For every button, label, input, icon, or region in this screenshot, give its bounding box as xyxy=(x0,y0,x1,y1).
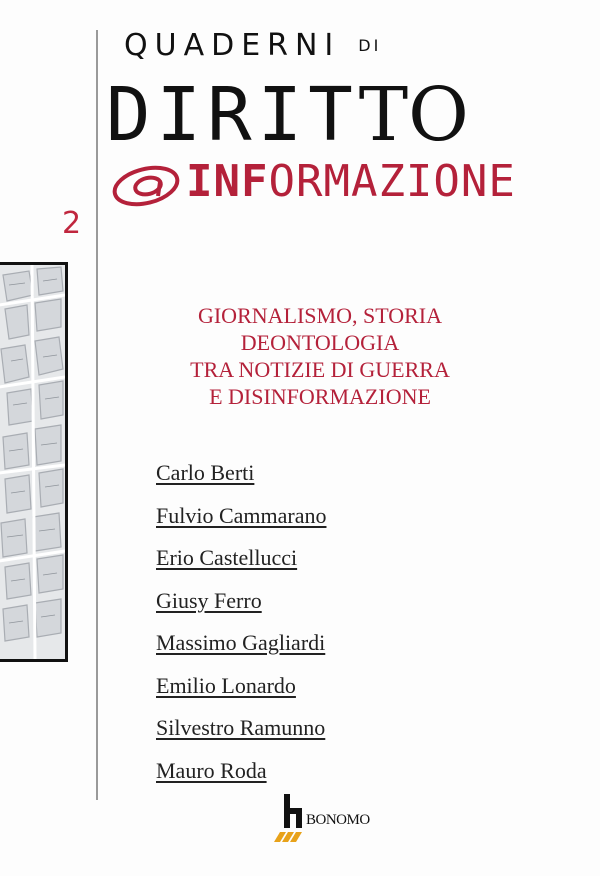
publisher-name: BONOMO xyxy=(306,812,370,828)
book-subtitle xyxy=(160,302,480,410)
city-map-image xyxy=(0,262,68,662)
subtitle-line: GIORNALISMO, STORIA xyxy=(197,303,443,328)
subtitle-line: TRA NOTIZIE DI GUERRA xyxy=(190,357,450,382)
issue-number: 2 xyxy=(62,206,82,241)
author-name: Fulvio Cammarano xyxy=(156,502,327,528)
vertical-divider xyxy=(96,30,98,800)
author-name: Erio Castellucci xyxy=(156,545,298,570)
series-word-di: DI xyxy=(358,36,382,55)
author-name: Mauro Roda xyxy=(156,757,267,783)
series-title-diritto xyxy=(106,72,469,158)
series-word-quaderni: QUADERNI xyxy=(124,28,341,63)
author-name: Silvestro Ramunno xyxy=(156,715,326,740)
publisher-block xyxy=(272,792,412,844)
informazione-bold-part: INF xyxy=(186,156,269,207)
at-sign-icon xyxy=(110,162,182,208)
series-title-line1 xyxy=(124,28,381,63)
subtitle-line: E DISINFORMAZIONE xyxy=(209,384,431,409)
author-name: Massimo Gagliardi xyxy=(156,630,326,655)
author-name: Emilio Lonardo xyxy=(156,672,296,698)
informazione-word xyxy=(186,156,516,207)
informazione-rest-part: ORMAZIONE xyxy=(268,156,516,207)
author-list xyxy=(156,452,326,792)
subtitle-line: DEONTOLOGIA xyxy=(240,330,400,355)
author-name: Giusy Ferro xyxy=(156,587,262,613)
author-name: Carlo Berti xyxy=(156,460,255,485)
series-word-diritto-last: TO xyxy=(358,72,469,158)
series-word-diritto-main: DIRIT xyxy=(106,72,359,158)
